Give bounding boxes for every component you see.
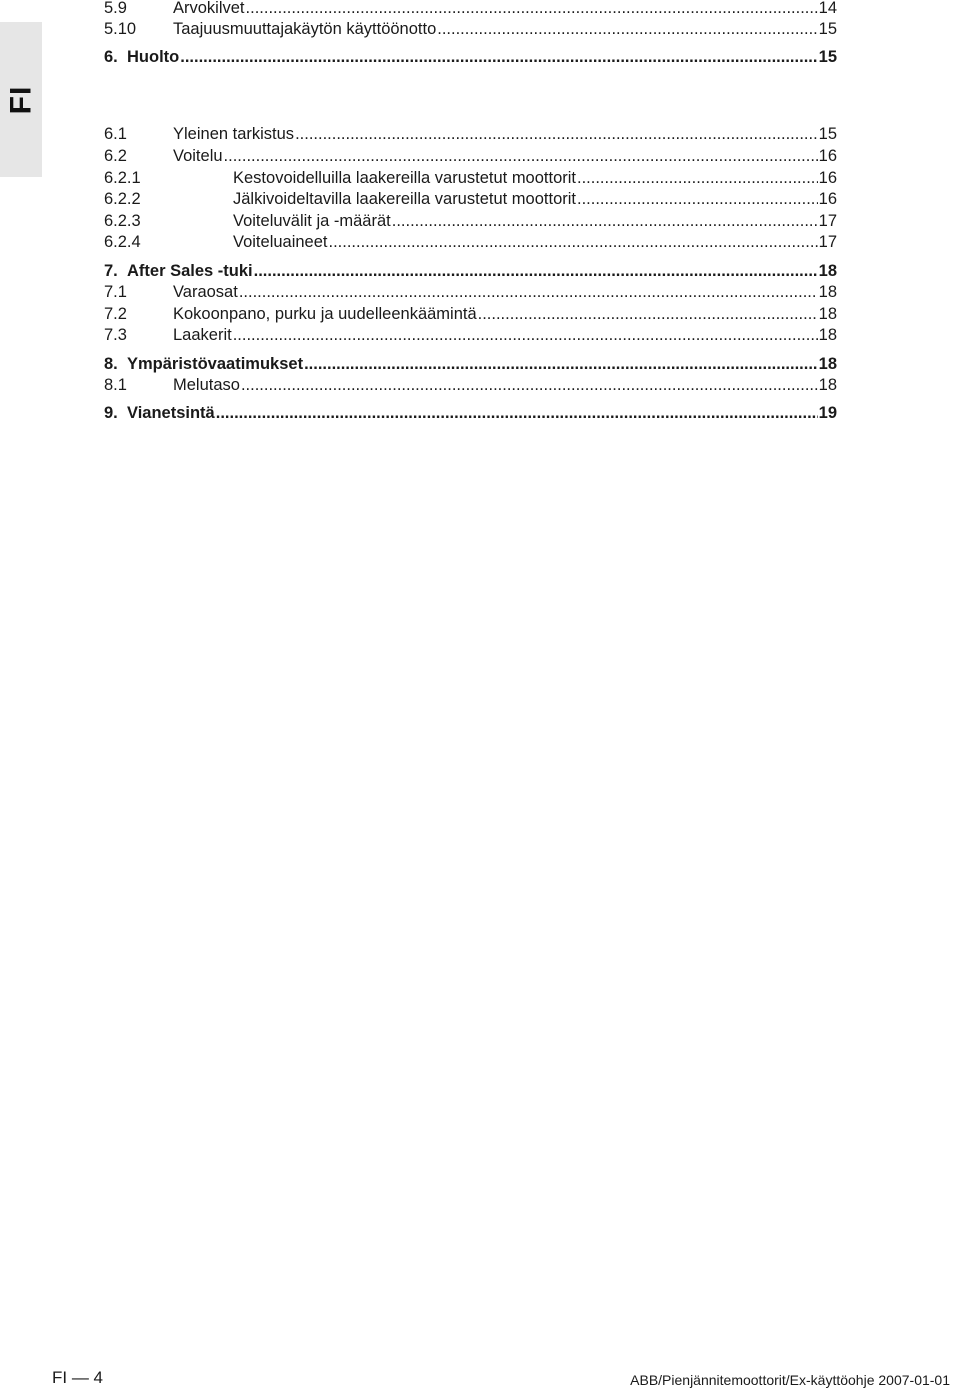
- toc-entry-title: Huolto: [127, 48, 180, 66]
- toc-entry[interactable]: [104, 189, 837, 210]
- toc-entry-title: Yleinen tarkistus: [173, 125, 295, 143]
- toc-entry-page: 17: [818, 212, 837, 230]
- toc-entry-page: 19: [818, 404, 837, 422]
- toc-entry-number: 6.2: [104, 147, 127, 165]
- toc-entry-number: 6.: [104, 48, 118, 66]
- toc-entry-number: 5.9: [104, 0, 127, 17]
- toc-entry[interactable]: [104, 261, 837, 282]
- toc-entry-page: 18: [818, 326, 837, 344]
- toc-entry[interactable]: [104, 124, 837, 145]
- toc-entry-number: 6.2.3: [104, 212, 141, 230]
- toc-entry-title: Voiteluvälit ja -määrät: [233, 212, 391, 230]
- toc-entry-leader-dots: [239, 282, 818, 303]
- toc-entry-number: 7.2: [104, 305, 127, 323]
- toc-entry-title: Taajuusmuuttajakäytön käyttöönotto: [173, 20, 437, 38]
- toc-entry-page: 18: [818, 305, 837, 323]
- toc-entry[interactable]: [104, 232, 837, 253]
- language-tab: [0, 22, 42, 177]
- toc-entry-page: 15: [818, 20, 837, 38]
- toc-entry-leader-dots: [437, 19, 817, 40]
- language-tab-label-wrap: [0, 22, 42, 177]
- footer-page-label: FI — 4: [52, 1368, 104, 1387]
- toc-entry-title: Jälkivoideltavilla laakereilla varustetut moottorit: [233, 190, 576, 208]
- toc-entry-page: 17: [818, 233, 837, 251]
- toc-entry-leader-dots: [295, 124, 818, 145]
- toc-entry[interactable]: [104, 282, 837, 303]
- toc-entry-leader-dots: [478, 304, 818, 325]
- toc-entry-page: 15: [818, 125, 837, 143]
- toc-entry[interactable]: [104, 47, 837, 68]
- toc-entry-page: 18: [818, 262, 837, 280]
- toc-entry-leader-dots: [180, 47, 817, 68]
- toc-entry-title: Voitelu: [173, 147, 223, 165]
- footer-document-ref: ABB/Pienjännitemoottorit/Ex-käyttöohje 2007-01-01: [630, 1372, 950, 1388]
- toc-entry-title: Arvokilvet: [173, 0, 245, 17]
- toc-entry-page: 18: [818, 376, 837, 394]
- toc-entry-leader-dots: [329, 232, 818, 253]
- toc-entry[interactable]: [104, 325, 837, 346]
- toc-entry-number: 8.1: [104, 376, 127, 394]
- toc-entry[interactable]: [104, 0, 837, 19]
- toc-entry[interactable]: [104, 19, 837, 40]
- toc-entry-number: 8.: [104, 355, 118, 373]
- toc-entry-title: Kestovoidelluilla laakereilla varustetut moottorit: [233, 169, 577, 187]
- toc-entry-leader-dots: [392, 211, 818, 232]
- toc-entry[interactable]: [104, 375, 837, 396]
- toc-entry-title: Melutaso: [173, 376, 240, 394]
- toc-entry[interactable]: [104, 168, 837, 189]
- toc-entry-page: 15: [818, 48, 837, 66]
- toc-entry[interactable]: [104, 354, 837, 375]
- toc-entry-page: 16: [818, 190, 837, 208]
- language-tab-label: FI: [3, 85, 37, 114]
- toc-entry-page: 14: [818, 0, 837, 17]
- toc-entry-number: 6.1: [104, 125, 127, 143]
- toc-entry-leader-dots: [233, 325, 818, 346]
- toc-entry-title: Vianetsintä: [127, 404, 215, 422]
- toc-entry-leader-dots: [577, 189, 818, 210]
- toc-entry-leader-dots: [304, 354, 818, 375]
- toc-entry-number: 7.: [104, 262, 118, 280]
- toc-entry-number: 9.: [104, 404, 118, 422]
- toc-entry-page: 18: [818, 283, 837, 301]
- toc-entry[interactable]: [104, 211, 837, 232]
- toc-entry-number: 6.2.2: [104, 190, 141, 208]
- toc-entry-page: 18: [818, 355, 837, 373]
- toc-entry-number: 5.10: [104, 20, 137, 38]
- toc-entry-leader-dots: [216, 403, 818, 424]
- toc-entry[interactable]: [104, 146, 837, 167]
- toc-entry-number: 6.2.1: [104, 169, 141, 187]
- toc-entry-leader-dots: [224, 146, 818, 167]
- toc-entry-leader-dots: [577, 168, 818, 189]
- toc-entry-page: 16: [818, 147, 837, 165]
- toc-entry[interactable]: [104, 304, 837, 325]
- toc-entry-title: Laakerit: [173, 326, 232, 344]
- toc-entry-title: Voiteluaineet: [233, 233, 328, 251]
- toc-entry-leader-dots: [241, 375, 818, 396]
- toc-entry-number: 7.1: [104, 283, 127, 301]
- toc-entry-title: Kokoonpano, purku ja uudelleenkäämintä: [173, 305, 477, 323]
- toc-entry-leader-dots: [254, 261, 818, 282]
- toc-entry-title: Ympäristövaatimukset: [127, 355, 304, 373]
- toc-entry-page: 16: [818, 169, 837, 187]
- toc-entry[interactable]: [104, 403, 837, 424]
- toc-entry-leader-dots: [246, 0, 818, 19]
- toc-entry-number: 6.2.4: [104, 233, 141, 251]
- toc-entry-number: 7.3: [104, 326, 127, 344]
- toc-entry-title: Varaosat: [173, 283, 238, 301]
- toc-entry-title: After Sales -tuki: [127, 262, 253, 280]
